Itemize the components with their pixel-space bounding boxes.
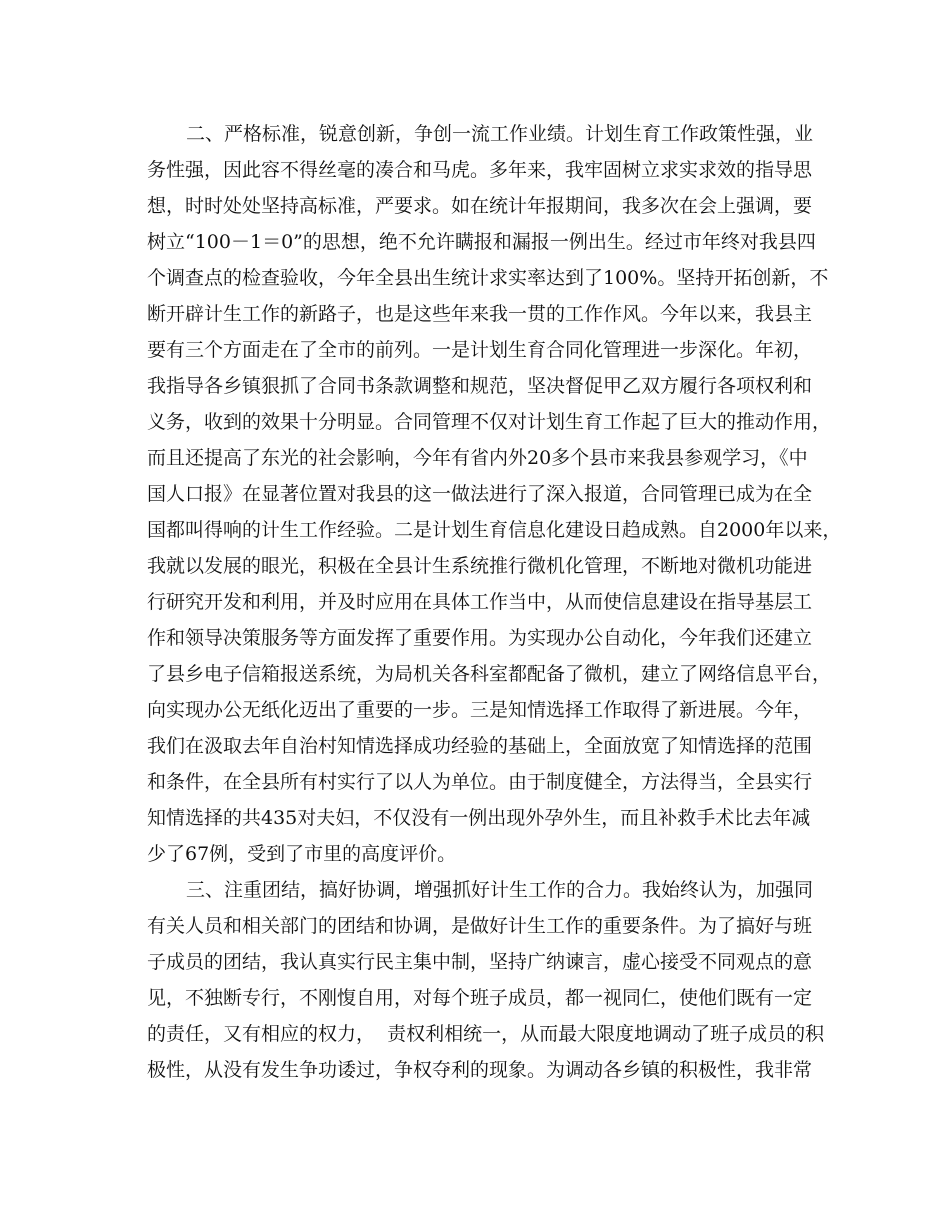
text-line: 三、注重团结，搞好协调，增强抓好计生工作的合力。我始终认为，加强同 <box>186 879 814 901</box>
text-line: 极性，从没有发生争功诿过，争权夺利的现象。为调动各乡镇的积极性，我非常 <box>147 1059 813 1081</box>
text-line: 个调查点的检查验收，今年全县出生统计求实率达到了100%。坚持开拓创新，不 <box>147 267 829 289</box>
text-line: 少了67例，受到了市里的高度评价。 <box>147 843 457 865</box>
text-line: 子成员的团结，我认真实行民主集中制，坚持广纳谏言，虚心接受不同观点的意 <box>147 951 813 973</box>
text-line: 知情选择的共435对夫妇，不仅没有一例出现外孕外生，而且补救手术比去年减 <box>147 807 811 829</box>
text-line: 向实现办公无纸化迈出了重要的一步。三是知情选择工作取得了新进展。今年， <box>147 699 813 721</box>
text-line: 树立“100－1＝0”的思想，绝不允许瞒报和漏报一例出生。经过市年终对我县四 <box>147 231 816 253</box>
text-line: 有关人员和相关部门的团结和协调，是做好计生工作的重要条件。为了搞好与班 <box>147 915 813 937</box>
text-line: 我就以发展的眼光，积极在全县计生系统推行微机化管理，不断地对微机功能进 <box>147 555 813 577</box>
text-line: 务性强，因此容不得丝毫的凑合和马虎。多年来，我牢固树立求实求效的指导思 <box>147 159 813 181</box>
text-line: 国都叫得响的计生工作经验。二是计划生育信息化建设日趋成熟。自2000年以来， <box>147 519 842 541</box>
text-line: 而且还提高了东光的社会影响，今年有省内外20多个县市来我县参观学习，《中 <box>147 447 808 469</box>
text-line: 国人口报》在显著位置对我县的这一做法进行了深入报道，合同管理已成为在全 <box>147 483 813 505</box>
text-line: 作和领导决策服务等方面发挥了重要作用。为实现办公自动化，今年我们还建立 <box>147 627 813 649</box>
text-line: 和条件，在全县所有村实行了以人为单位。由于制度健全，方法得当，全县实行 <box>147 771 813 793</box>
text-line: 见，不独断专行，不刚愎自用，对每个班子成员，都一视同仁，使他们既有一定 <box>147 987 813 1009</box>
text-line: 行研究开发和利用，并及时应用在具体工作当中，从而使信息建设在指导基层工 <box>147 591 813 613</box>
text-line: 的责任，又有相应的权力， 责权利相统一，从而最大限度地调动了班子成员的积 <box>147 1023 825 1045</box>
text-line: 要有三个方面走在了全市的前列。一是计划生育合同化管理进一步深化。年初， <box>147 339 813 361</box>
text-line: 我指导各乡镇狠抓了合同书条款调整和规范，坚决督促甲乙双方履行各项权利和 <box>147 375 813 397</box>
text-line: 我们在汲取去年自治村知情选择成功经验的基础上，全面放宽了知情选择的范围 <box>147 735 813 757</box>
text-line: 了县乡电子信箱报送系统，为局机关各科室都配备了微机，建立了网络信息平台， <box>147 663 832 685</box>
text-line: 义务，收到的效果十分明显。合同管理不仅对计划生育工作起了巨大的推动作用， <box>147 411 832 433</box>
text-line: 断开辟计生工作的新路子，也是这些年来我一贯的工作作风。今年以来，我县主 <box>147 303 813 325</box>
text-line: 想，时时处处坚持高标准，严要求。如在统计年报期间，我多次在会上强调，要 <box>147 195 813 217</box>
text-line: 二、严格标准，锐意创新，争创一流工作业绩。计划生育工作政策性强，业 <box>186 123 814 145</box>
